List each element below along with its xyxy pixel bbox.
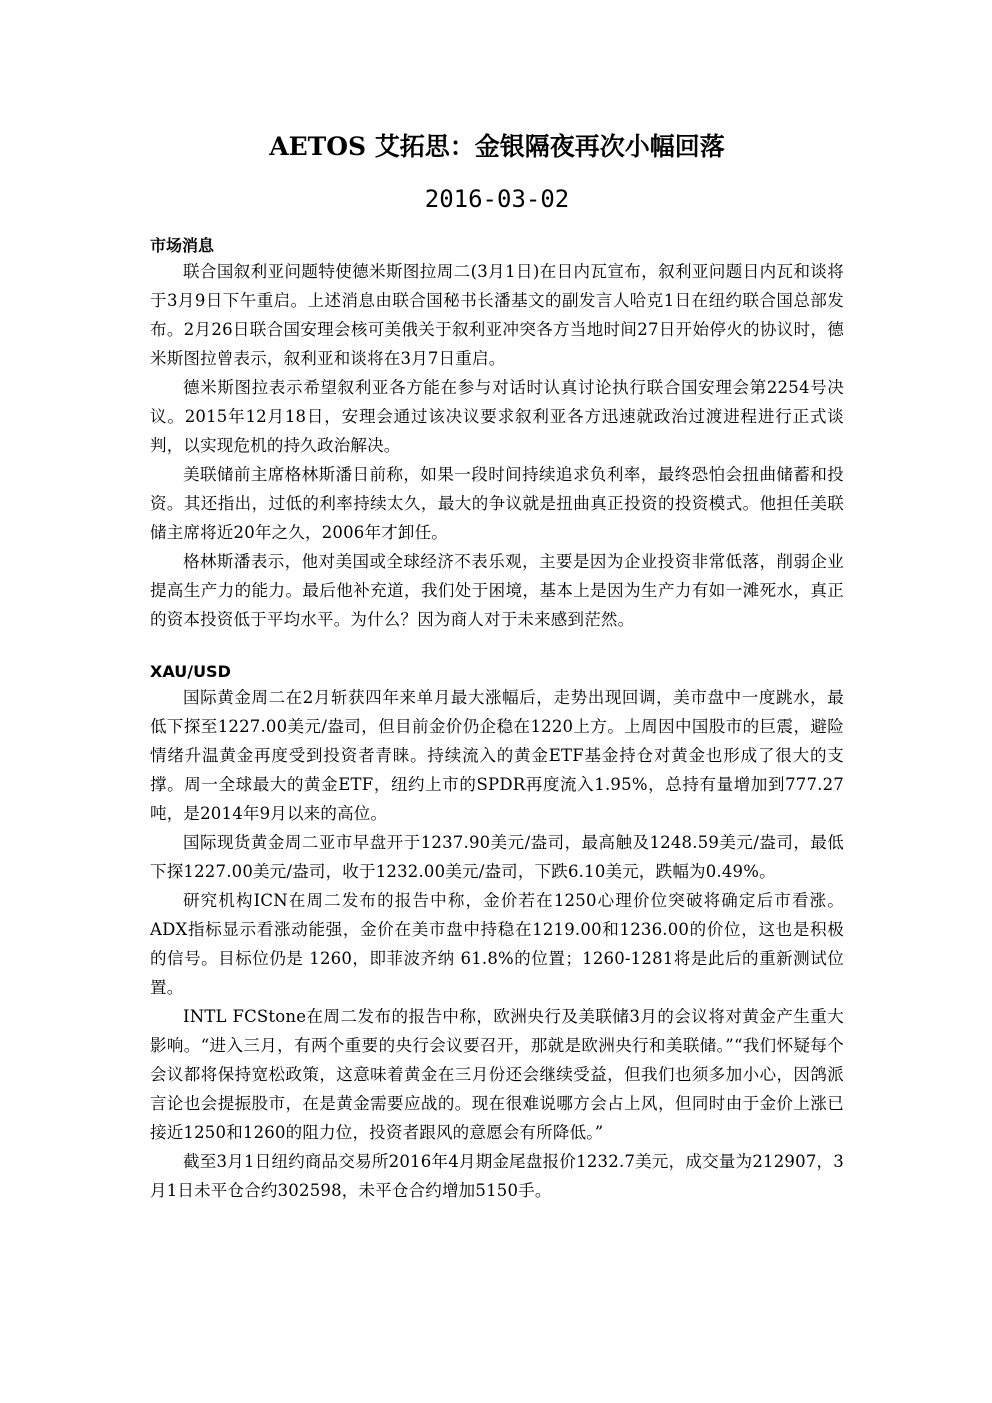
paragraph: 国际黄金周二在2月斩获四年来单月最大涨幅后，走势出现回调，美市盘中一度跳水，最低下探至1227.00美元/盎司，但目前金价仍企稳在1220上方。上周因中国股市的巨震，避险情绪升温黄金再度受到投资者青睐。持续流入的黄金ETF基金持仓对黄金也形成了很大的支撑。周一全球最大的黄金ETF，纽约上市的SPDR再度流入1.95%，总持有量增加到777.27吨，是2014年9月以来的高位。 (150, 688, 844, 823)
document-page (150, 128, 844, 1205)
paragraph: 格林斯潘表示，他对美国或全球经济不表乐观，主要是因为企业投资非常低落，削弱企业提高生产力的能力。最后他补充道，我们处于困境，基本上是因为生产力有如一滩死水，真正的资本投资低于平均水平。为什么？因为商人对于未来感到茫然。 (150, 552, 844, 629)
document-title: AETOS 艾拓思：金银隔夜再次小幅回落 (269, 132, 725, 161)
paragraph: 美联储前主席格林斯潘日前称，如果一段时间持续追求负利率，最终恐怕会扭曲储蓄和投资。其还指出，过低的利率持续太久，最大的争议就是扭曲真正投资的投资模式。他担任美联储主席将近20年之久，2006年才卸任。 (150, 465, 844, 542)
section-heading-market-news: 市场消息 (150, 236, 215, 255)
document-date: 2016-03-02 (424, 185, 570, 213)
section-market-news (150, 234, 844, 634)
paragraph: 联合国叙利亚问题特使德米斯图拉周二(3月1日)在日内瓦宣布，叙利亚问题日内瓦和谈将于3月9日下午重启。上述消息由联合国秘书长潘基文的副发言人哈克1日在纽约联合国总部发布。2月26日联合国安理会核可美俄关于叙利亚冲突各方当地时间27日开始停火的协议时，德米斯图拉曾表示，叙利亚和谈将在3月7日重启。 (150, 262, 844, 368)
paragraph: 德米斯图拉表示希望叙利亚各方能在参与对话时认真讨论执行联合国安理会第2254号决议。2015年12月18日，安理会通过该决议要求叙利亚各方迅速就政治过渡进程进行正式谈判，以实现危机的持久政治解决。 (150, 378, 844, 455)
paragraph: 截至3月1日纽约商品交易所2016年4月期金尾盘报价1232.7美元，成交量为212907，3月1日未平仓合约302598，未平仓合约增加5150手。 (150, 1152, 844, 1200)
section-xau-usd (150, 660, 844, 1205)
paragraph: INTL FCStone在周二发布的报告中称，欧洲央行及美联储3月的会议将对黄金产生重大影响。“进入三月，有两个重要的央行会议要召开，那就是欧洲央行和美联储。”“我们怀疑每个会议都将保持宽松政策，这意味着黄金在三月份还会继续受益，但我们也须多加小心，因鸽派言论也会提振股市，在是黄金需要应战的。现在很难说哪方会占上风，但同时由于金价上涨已接近1250和1260的阻力位，投资者跟风的意愿会有所降低。” (150, 1007, 844, 1142)
paragraph: 国际现货黄金周二亚市早盘开于1237.90美元/盎司，最高触及1248.59美元/盎司，最低下探1227.00美元/盎司，收于1232.00美元/盎司，下跌6.10美元，跌幅为0.49%。 (150, 833, 844, 881)
section-heading-xau-usd: XAU/USD (150, 662, 231, 681)
paragraph: 研究机构ICN在周二发布的报告中称，金价若在1250心理价位突破将确定后市看涨。ADX指标显示看涨动能强，金价在美市盘中持稳在1219.00和1236.00的价位，这也是积极的信号。目标位仍是 1260，即菲波齐纳 61.8%的位置；1260-1281将是此后的重新测试位置。 (150, 891, 844, 997)
